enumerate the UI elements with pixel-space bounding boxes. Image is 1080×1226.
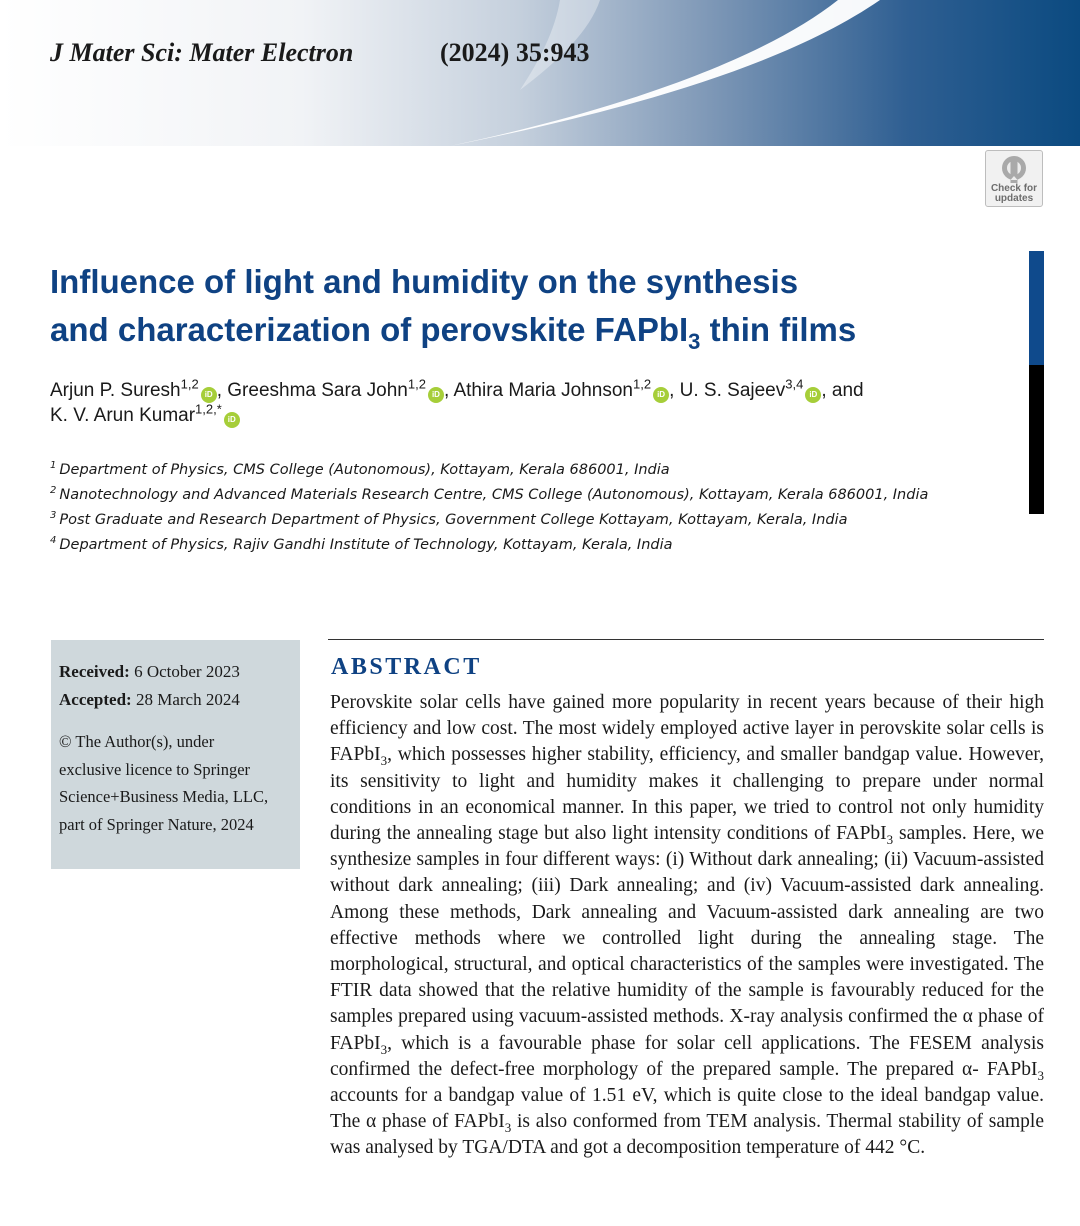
abstract-segment: Perovskite solar cells have gained more popularity in recent years because of their high efficiency and low cost. The most widely employed active layer in perovskite solar cells is FAPbI [330, 692, 1044, 766]
affiliation-item [50, 458, 928, 483]
affiliation-text: Post Graduate and Research Department of Physics, Government College Kottayam, Kottayam, Kerala, India [59, 512, 848, 528]
copyright-line: Science+Business Media, LLC, [59, 787, 269, 806]
author-name: Arjun P. Suresh [50, 380, 181, 401]
received-label: Received: [59, 662, 130, 681]
check-badge-line1: Check for [990, 183, 1038, 194]
journal-name: J Mater Sci: Mater Electron [50, 38, 354, 67]
author-affiliation-sup: 1,2,* [195, 401, 222, 417]
title-line-2-suffix: thin films [700, 311, 857, 348]
orcid-icon[interactable]: iD [428, 387, 444, 403]
author-name: Greeshma Sara John [227, 380, 408, 401]
author-name: Athira Maria Johnson [453, 380, 633, 401]
abstract-segment: is also conformed from TEM analysis. Thermal stability of sample was analysed by TGA/DTA and got a decomposition temperature of 442 °C. [330, 1111, 1044, 1159]
crossmark-icon [998, 154, 1030, 184]
check-badge-line2: updates [994, 193, 1034, 204]
article-history-box [51, 640, 300, 869]
author-separator: , [669, 380, 680, 401]
copyright-notice [59, 728, 292, 838]
copyright-line: © The Author(s), under [59, 732, 215, 751]
abstract-segment: samples. Here, we synthesize samples in four different ways: (i) Without dark annealing; (ii) Vacuum-assisted without dark annealing; (iii) Dark annealing; and (iv) Vacuum-assisted dark annealing. Among these methods, Dark annealing and Vacuum-assisted dark annealing are two effective methods where we controlled light during the annealing stage. The morphological, structural, and optical characteristics of the samples were investigated. The FTIR data showed that the relative humidity of the sample is favourably reduced for the samples prepared using vacuum-assisted methods. X-ray analysis confirmed the α phase of FAPbI [330, 823, 1044, 1054]
copyright-line: exclusive licence to Springer [59, 759, 251, 779]
orcid-icon[interactable]: iD [653, 387, 669, 403]
accepted-date: 28 March 2024 [131, 690, 240, 709]
abstract-segment: , which is a favourable phase for solar cell applications. The FESEM analysis confirmed the defect-free morphology of the prepared sample. The prepared α- FAPbI [330, 1032, 1044, 1080]
accepted-label: Accepted: [59, 690, 132, 709]
orcid-icon[interactable]: iD [805, 387, 821, 403]
title-line-2-prefix: and characterization of perovskite FAPbI [50, 311, 689, 348]
abstract-text [330, 690, 1044, 1162]
author-affiliation-sup: 1,2 [407, 376, 426, 392]
abstract-divider [328, 639, 1044, 640]
affiliation-list [50, 458, 928, 558]
copyright-line: part of Springer Nature, 2024 [59, 814, 254, 834]
abstract-segment: , which possesses higher stability, efficiency, and smaller bandgap value. However, its sensitivity to light and humidity makes it challenging to prepare under normal conditions in an economical manner. In this paper, we tried to control not only humidity during the annealing stage but also light intensity conditions of FAPbI [330, 744, 1044, 845]
author-separator: , [443, 380, 454, 401]
affiliation-number: 3 [50, 510, 57, 522]
received-line [59, 658, 292, 686]
check-for-updates-badge[interactable] [985, 150, 1043, 207]
abstract-subscript: 3 [1037, 1067, 1044, 1083]
abstract-heading: ABSTRACT [331, 654, 482, 680]
abstract-subscript: 3 [504, 1120, 512, 1136]
affiliation-item [50, 483, 928, 508]
affiliation-number: 4 [50, 535, 57, 547]
affiliation-number: 1 [50, 460, 57, 472]
affiliation-text: Department of Physics, Rajiv Gandhi Institute of Technology, Kottayam, Kerala, India [59, 537, 673, 553]
author-name: U. S. Sajeev [679, 380, 786, 401]
author-separator: , [216, 380, 228, 401]
article-title [50, 258, 1010, 354]
title-line-2 [50, 306, 1010, 354]
side-accent-bar-black [1029, 365, 1044, 514]
abstract-segment: accounts for a bandgap value of 1.51 eV, which is quite close to the ideal bandgap value. The α phase of FAPbI [330, 1085, 1044, 1133]
affiliation-text: Department of Physics, CMS College (Autonomous), Kottayam, Kerala 686001, India [59, 462, 670, 478]
side-accent-bar-blue [1029, 251, 1044, 365]
author-affiliation-sup: 1,2 [180, 376, 199, 392]
volume-info: (2024) 35:943 [440, 38, 590, 67]
affiliation-number: 2 [50, 485, 57, 497]
title-line-1: Influence of light and humidity on the synthesis [50, 263, 799, 300]
accepted-line [59, 686, 292, 714]
header-banner [0, 0, 1080, 146]
author-list [50, 378, 990, 428]
author-affiliation-sup: 3,4 [785, 376, 804, 392]
author-affiliation-sup: 1,2 [633, 376, 652, 392]
orcid-icon[interactable]: iD [201, 387, 217, 403]
affiliation-item [50, 533, 928, 558]
title-subscript: 3 [688, 329, 701, 354]
abstract-subscript: 3 [886, 831, 894, 847]
received-date: 6 October 2023 [129, 662, 240, 681]
abstract-subscript: 3 [380, 1041, 388, 1057]
author-separator: , and [821, 380, 864, 401]
abstract-subscript: 3 [380, 753, 388, 769]
affiliation-text: Nanotechnology and Advanced Materials Research Centre, CMS College (Autonomous), Kottayam, Kerala 686001, India [59, 487, 929, 503]
orcid-icon[interactable]: iD [224, 412, 240, 428]
affiliation-item [50, 508, 928, 533]
author-name: K. V. Arun Kumar [50, 405, 196, 426]
